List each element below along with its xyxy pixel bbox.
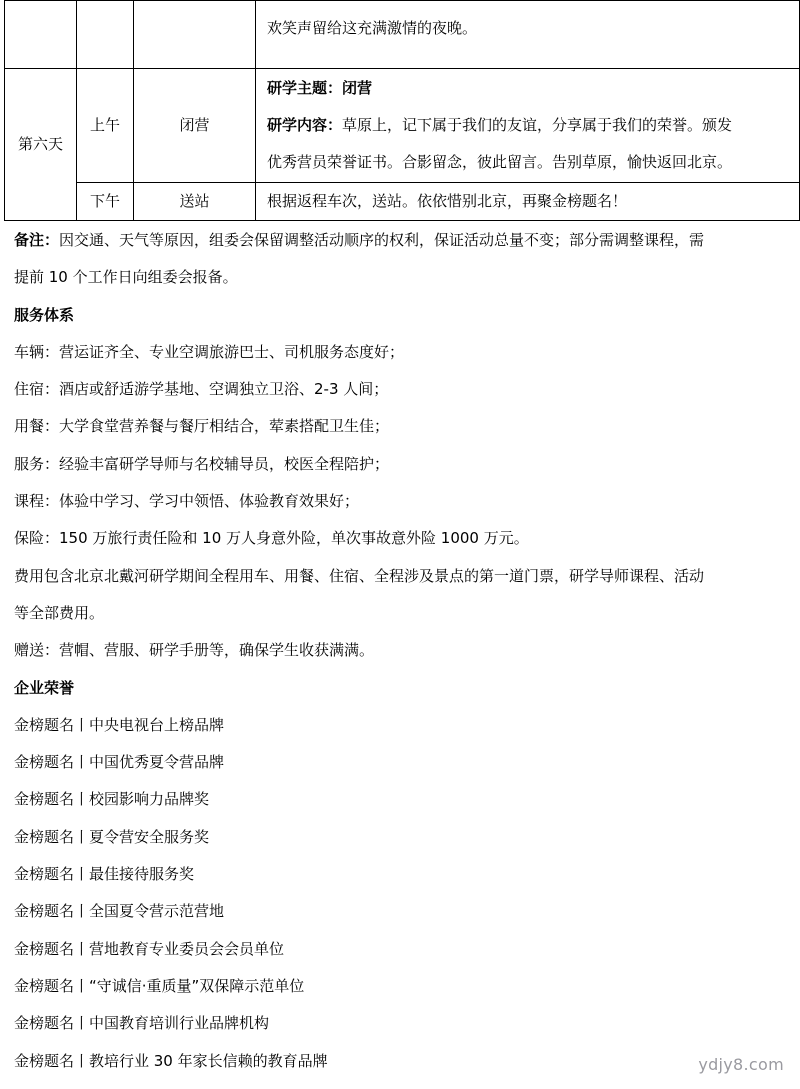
honor-item: 金榜题名丨校园影响力品牌奖 — [14, 790, 210, 809]
content-label: 研学内容： — [267, 116, 343, 134]
period-cell — [77, 69, 134, 183]
activity-cell — [134, 69, 256, 183]
content-text-2: 优秀营员荣誉证书。合影留念，彼此留言。告别草原，愉快返回北京。 — [267, 153, 733, 171]
activity-cell-empty — [134, 1, 256, 69]
schedule-table — [4, 0, 800, 221]
service-item: 保险：150 万旅行责任险和 10 万人身意外险，单次事故意外险 1000 万元。 — [14, 529, 529, 548]
honor-item: 金榜题名丨全国夏令营示范营地 — [14, 902, 225, 921]
fee-line-2: 等全部费用。 — [14, 603, 105, 622]
description-cell — [256, 1, 800, 69]
content-line-2 — [267, 144, 793, 181]
honor-item: 金榜题名丨“守诚信·重质量”双保障示范单位 — [14, 976, 305, 995]
fee-line-1: 费用包含北京北戴河研学期间全程用车、用餐、住宿、全程涉及景点的第一道门票，研学导师课程、活动 — [14, 566, 705, 585]
honor-item: 金榜题名丨中国优秀夏令营品牌 — [14, 753, 225, 772]
day-cell-empty — [5, 1, 77, 69]
period-label: 上午 — [89, 116, 120, 134]
theme-label: 研学主题： — [267, 79, 343, 97]
period-cell-empty — [77, 1, 134, 69]
theme-line — [267, 70, 793, 107]
gift-line: 赠送：营帽、营服、研学手册等，确保学生收获满满。 — [14, 641, 375, 660]
day-label: 第六天 — [17, 135, 63, 153]
note-text-1: 因交通、天气等原因，组委会保留调整活动顺序的权利，保证活动总量不变；部分需调整课程，需 — [59, 231, 705, 249]
service-item: 课程：体验中学习、学习中领悟、体验教育效果好； — [14, 492, 360, 511]
description-text: 欢笑声留给这充满激情的夜晚。 — [267, 19, 478, 37]
service-item: 用餐：大学食堂营养餐与餐厅相结合，荤素搭配卫生佳； — [14, 417, 390, 436]
schedule-row-previous — [5, 1, 800, 69]
description-cell — [256, 183, 800, 221]
content-line-1 — [267, 107, 793, 144]
day-cell — [5, 69, 77, 221]
content-text-1: 草原上，记下属于我们的友谊，分享属于我们的荣誉。颁发 — [342, 116, 733, 134]
service-item: 服务：经验丰富研学导师与名校辅导员，校医全程陪护； — [14, 454, 390, 473]
note-label: 备注： — [14, 231, 60, 249]
honor-item: 金榜题名丨教培行业 30 年家长信赖的教育品牌 — [14, 1051, 328, 1070]
service-item: 车辆：营运证齐全、专业空调旅游巴士、司机服务态度好； — [14, 342, 405, 361]
schedule-row-day6-afternoon — [5, 183, 800, 221]
period-cell — [77, 183, 134, 221]
activity-label: 送站 — [179, 192, 210, 210]
description-cell — [256, 69, 800, 183]
honors-list — [14, 707, 792, 1080]
activity-cell — [134, 183, 256, 221]
description-text: 根据返程车次，送站。依依惜别北京，再聚金榜题名！ — [267, 192, 628, 210]
honor-item: 金榜题名丨夏令营安全服务奖 — [14, 827, 210, 846]
note-line-1 — [14, 222, 792, 259]
honor-item: 金榜题名丨中央电视台上榜品牌 — [14, 715, 225, 734]
document-body — [14, 222, 792, 1080]
note-line-2: 提前 10 个工作日向组委会报备。 — [14, 268, 238, 287]
honor-item: 金榜题名丨最佳接待服务奖 — [14, 865, 195, 884]
watermark: ydjy8.com — [698, 1055, 784, 1074]
schedule-row-day6-morning — [5, 69, 800, 183]
honors-heading: 企业荣誉 — [14, 678, 75, 697]
theme-value: 闭营 — [342, 79, 373, 97]
service-item: 住宿：酒店或舒适游学基地、空调独立卫浴、2-3 人间； — [14, 380, 389, 399]
service-heading: 服务体系 — [14, 305, 75, 324]
activity-label: 闭营 — [179, 116, 210, 134]
honor-item: 金榜题名丨营地教育专业委员会会员单位 — [14, 939, 285, 958]
period-label: 下午 — [89, 192, 120, 210]
honor-item: 金榜题名丨中国教育培训行业品牌机构 — [14, 1014, 270, 1033]
